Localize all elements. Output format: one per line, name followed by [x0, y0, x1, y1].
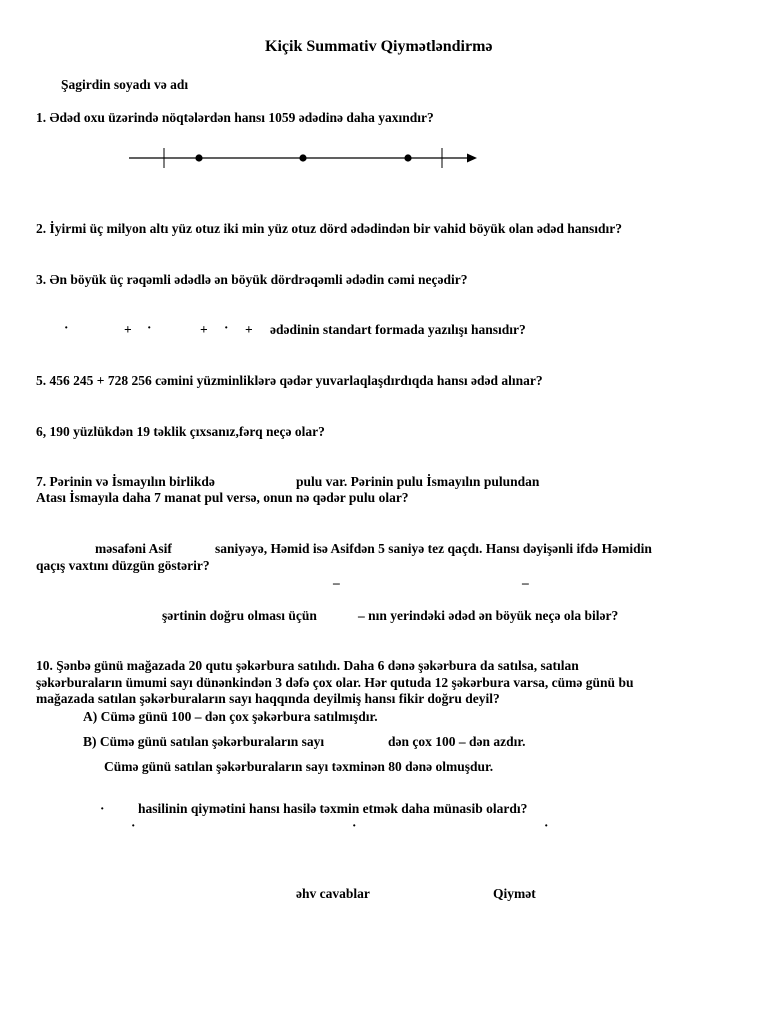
q10-option-a: A) Cümə günü 100 – dən çox şəkərbura satılmışdır.	[83, 709, 378, 724]
question-3: 3. Ən böyük üç rəqəmli ədədlə ən böyük dördrəqəmli ədədin cəmi neçədir?	[36, 272, 468, 287]
q4-dot: ·	[147, 320, 152, 335]
question-6: 6, 190 yüzlükdən 19 təklik çıxsanız,fərq neçə olar?	[36, 424, 325, 439]
q11-text: hasilinin qiymətini hansı hasilə təxmin etmək daha münasib olardı?	[138, 801, 528, 816]
student-name-label: Şagirdin soyadı və adı	[61, 77, 189, 92]
q4-text: ədədinin standart formada yazılışı hansıdır?	[270, 322, 526, 337]
number-line-point	[404, 154, 411, 161]
q10-line-2: şəkərburaların ümumi sayı dünənkindən 3 dəfə çox olar. Hər qutuda 12 şəkərbura varsa, cümə günü bu	[36, 675, 634, 690]
q8-line-2: qaçış vaxtını düzgün göstərir?	[36, 558, 210, 573]
q10-option-c: Cümə günü satılan şəkərburaların sayı təxminən 80 dənə olmuşdur.	[104, 759, 494, 774]
q11-mark: ·	[352, 818, 357, 833]
number-line-arrow	[467, 154, 477, 163]
q10-option-b-start: B) Cümə günü satılan şəkərburaların sayı	[83, 734, 325, 749]
q7-line-2: Atası İsmayıla daha 7 manat pul versə, onun nə qədər pulu olar?	[36, 490, 409, 505]
wrong-answers-label: əhv cavablar	[296, 886, 370, 901]
grade-label: Qiymət	[493, 886, 536, 901]
number-line-point	[299, 154, 306, 161]
q11-dot: ·	[100, 801, 105, 816]
question-2: 2. İyirmi üç milyon altı yüz otuz iki min yüz otuz dörd ədədindən bir vahid böyük olan ədəd hansıdır?	[36, 221, 622, 236]
q4-plus: +	[245, 322, 253, 337]
q8-text-end: saniyəyə, Həmid isə Asifdən 5 saniyə tez qaçdı. Hansı dəyişənli ifdə Həmidin	[215, 541, 652, 556]
number-line	[127, 146, 482, 170]
number-line-point	[195, 154, 202, 161]
q4-dot: ·	[224, 320, 229, 335]
q8-dash: –	[333, 575, 340, 590]
q8-dash: –	[522, 575, 529, 590]
question-1: 1. Ədəd oxu üzərində nöqtələrdən hansı 1059 ədədinə daha yaxındır?	[36, 110, 434, 125]
q9-text-end: – nın yerindəki ədəd ən böyük neçə ola bilər?	[358, 608, 619, 623]
question-5: 5. 456 245 + 728 256 cəmini yüzminliklərə qədər yuvarlaqlaşdırdıqda hansı ədəd alınar?	[36, 373, 543, 388]
q11-mark: ·	[131, 818, 136, 833]
q4-plus: +	[200, 322, 208, 337]
page-title: Kiçik Summativ Qiymətləndirmə	[265, 38, 493, 55]
q10-line-1: 10. Şənbə günü mağazada 20 qutu şəkərbura satılıdı. Daha 6 dənə şəkərbura da satılsa, satılan	[36, 658, 579, 673]
q10-option-b-end: dən çox 100 – dən azdır.	[388, 734, 526, 749]
q9-text-start: şərtinin doğru olması üçün	[162, 608, 317, 623]
q8-text-start: məsafəni Asif	[95, 541, 172, 556]
q10-line-3: mağazada satılan şəkərburaların sayı haqqında deyilmiş hansı fikir doğru deyil?	[36, 691, 500, 706]
q7-text-start: 7. Pərinin və İsmayılın birlikdə	[36, 474, 215, 489]
q4-dot: ·	[64, 320, 69, 335]
q4-plus: +	[124, 322, 132, 337]
q11-mark: ·	[544, 818, 549, 833]
q7-text-end: pulu var. Pərinin pulu İsmayılın pulundan	[296, 474, 540, 489]
